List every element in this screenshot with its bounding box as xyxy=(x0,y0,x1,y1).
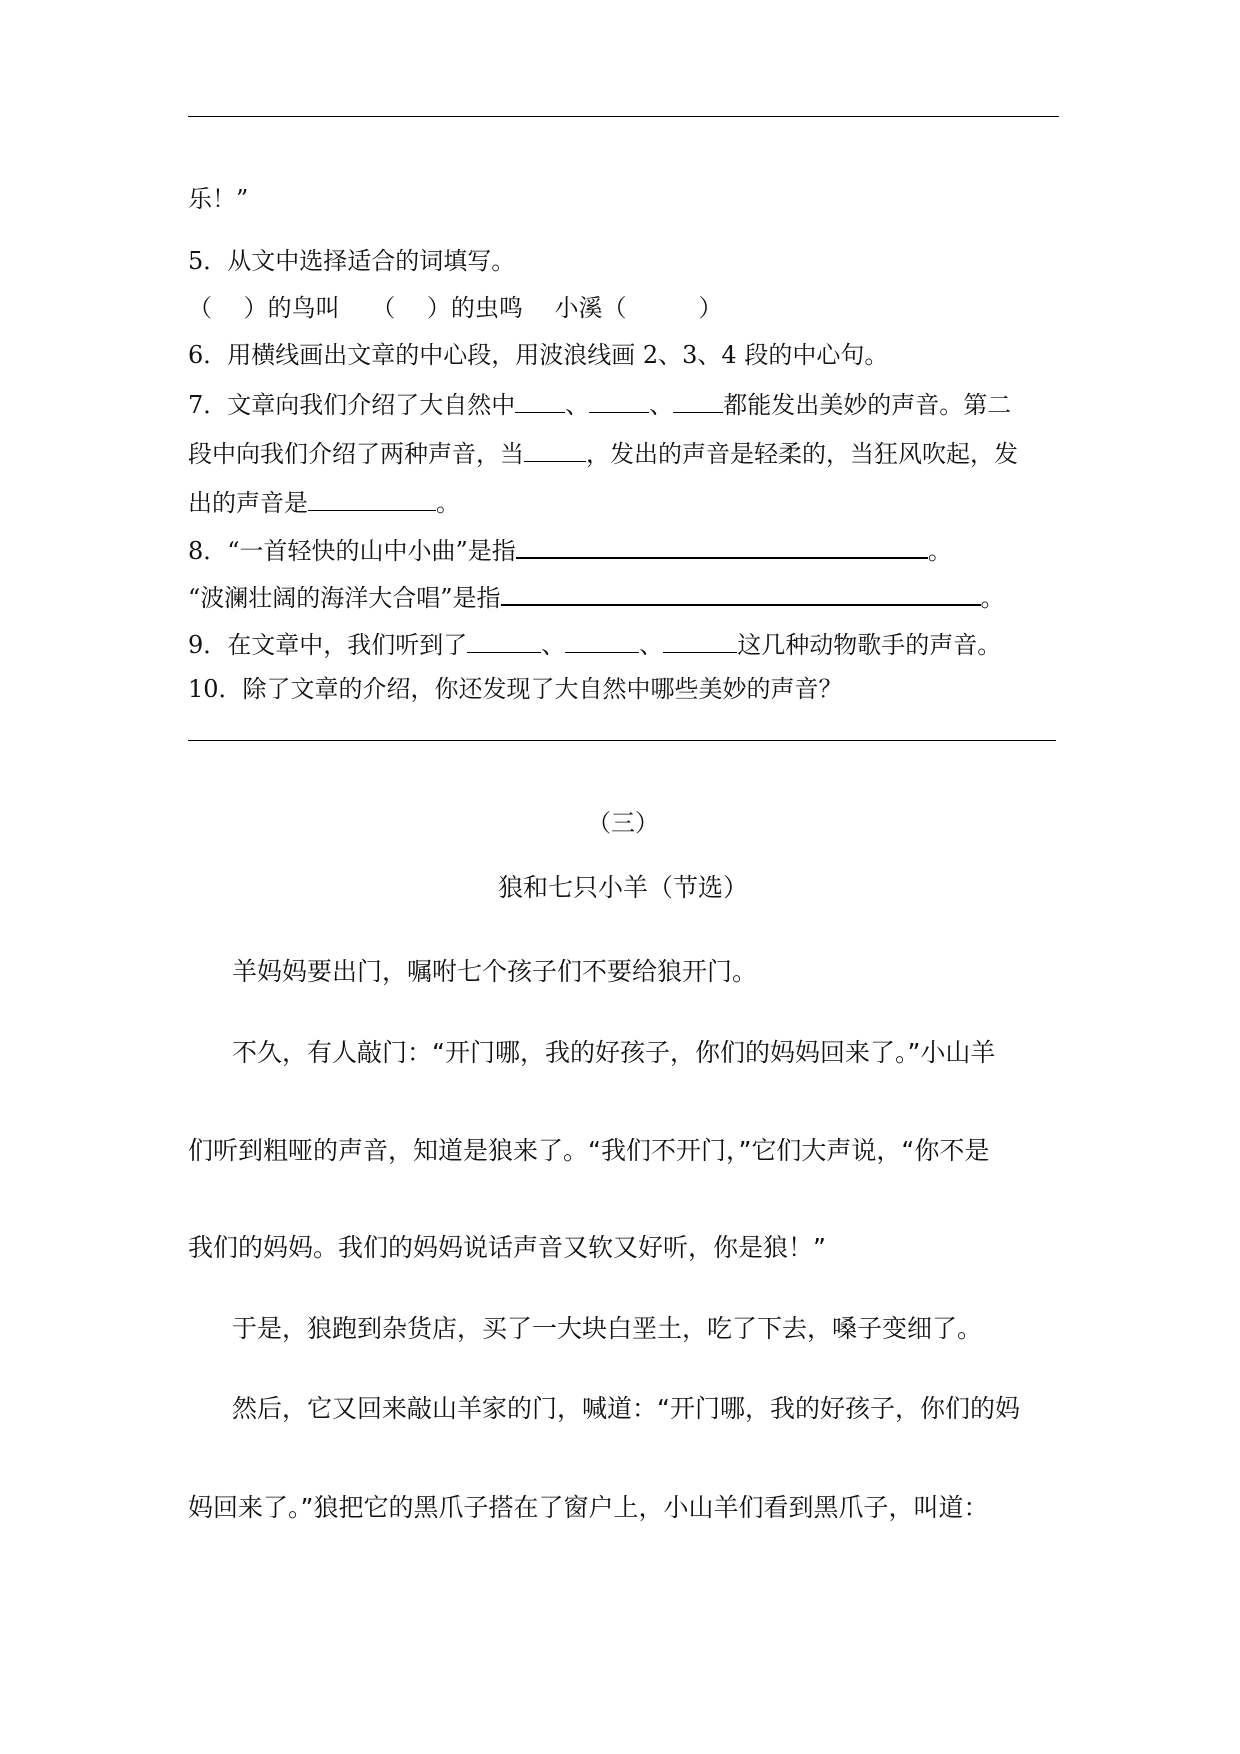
q7-blank-1 xyxy=(515,386,565,413)
question-8-line-2 xyxy=(188,578,1060,615)
question-6: 6．用横线画出文章的中心段，用波浪线画 2、3、4 段的中心句。 xyxy=(188,341,889,369)
passage-paragraph-2-line-2: 们听到粗哑的声音，知道是狼来了。“我们不开门，”它们大声说，“你不是 xyxy=(188,1136,990,1165)
question-7-line-1 xyxy=(188,386,1060,422)
passage-paragraph-2-line-3: 我们的妈妈。我们的妈妈说话声音又软又好听，你是狼！” xyxy=(188,1233,826,1262)
passage-paragraph-2-line-1: 不久，有人敲门：“开门哪，我的好孩子，你们的妈妈回来了。”小山羊 xyxy=(232,1038,996,1067)
q7-text-2: 都能发出美妙的声音。第二 xyxy=(723,391,1012,419)
q9-blank-3 xyxy=(663,626,737,653)
q9-text-2: 这几种动物歌手的声音。 xyxy=(737,631,1002,659)
q7-blank-2 xyxy=(589,386,649,413)
passage-paragraph-1: 羊妈妈要出门，嘱咐七个孩子们不要给狼开门。 xyxy=(232,957,758,986)
q9-blank-2 xyxy=(565,626,639,653)
question-5: 5．从文中选择适合的词填写。 xyxy=(188,247,516,275)
question-5-blanks: （ ）的鸟叫 （ ）的虫鸣 小溪（ ） xyxy=(188,294,723,322)
passage-paragraph-4-line-2: 妈回来了。”狼把它的黑爪子搭在了窗户上，小山羊们看到黑爪子，叫道： xyxy=(188,1493,989,1522)
q8a-text: 8．“一首轻快的山中小曲”是指 xyxy=(188,537,516,565)
q7-text-1: 7．文章向我们介绍了大自然中 xyxy=(188,391,516,419)
question-7-line-3 xyxy=(188,484,1060,520)
q8-blank-1 xyxy=(516,531,928,559)
passage-paragraph-3: 于是，狼跑到杂货店，买了一大块白垩土，吃了下去，嗓子变细了。 xyxy=(232,1314,983,1343)
q7b-text-1: 段中向我们介绍了两种声音，当 xyxy=(188,440,524,468)
q7-blank-4 xyxy=(524,435,586,462)
q7-blank-3 xyxy=(673,386,723,413)
passage-title: 狼和七只小羊（节选） xyxy=(497,873,748,902)
q8a-end: 。 xyxy=(927,537,952,565)
q7c-text-1: 出的声音是 xyxy=(188,489,308,517)
q7b-text-2: ，发出的声音是轻柔的，当狂风吹起，发 xyxy=(586,440,1018,468)
q9-blank-1 xyxy=(467,626,541,653)
q7-blank-5 xyxy=(308,484,436,511)
q9-sep-1: 、 xyxy=(541,631,566,659)
q8b-end: 。 xyxy=(980,584,1005,612)
question-8-line-1 xyxy=(188,531,1060,568)
q7-sep-2: 、 xyxy=(649,391,674,419)
q9-text-1: 9．在文章中，我们听到了 xyxy=(188,631,468,659)
q7-sep-1: 、 xyxy=(565,391,590,419)
q8b-text: “波澜壮阔的海洋大合唱”是指 xyxy=(188,584,501,612)
continued-text: 乐！” xyxy=(188,185,249,213)
passage-paragraph-4-line-1: 然后，它又回来敲山羊家的门，喊道：“开门哪，我的好孩子，你们的妈 xyxy=(232,1394,1020,1423)
question-7-line-2 xyxy=(188,435,1060,471)
question-9 xyxy=(188,626,1060,662)
answer-line xyxy=(188,740,1056,741)
q7c-text-2: 。 xyxy=(436,489,460,517)
q8-blank-2 xyxy=(501,578,981,606)
q9-sep-2: 、 xyxy=(639,631,664,659)
header-rule xyxy=(188,116,1059,117)
question-10: 10．除了文章的介绍，你还发现了大自然中哪些美妙的声音？ xyxy=(188,675,843,703)
section-number: （三） xyxy=(587,809,659,837)
